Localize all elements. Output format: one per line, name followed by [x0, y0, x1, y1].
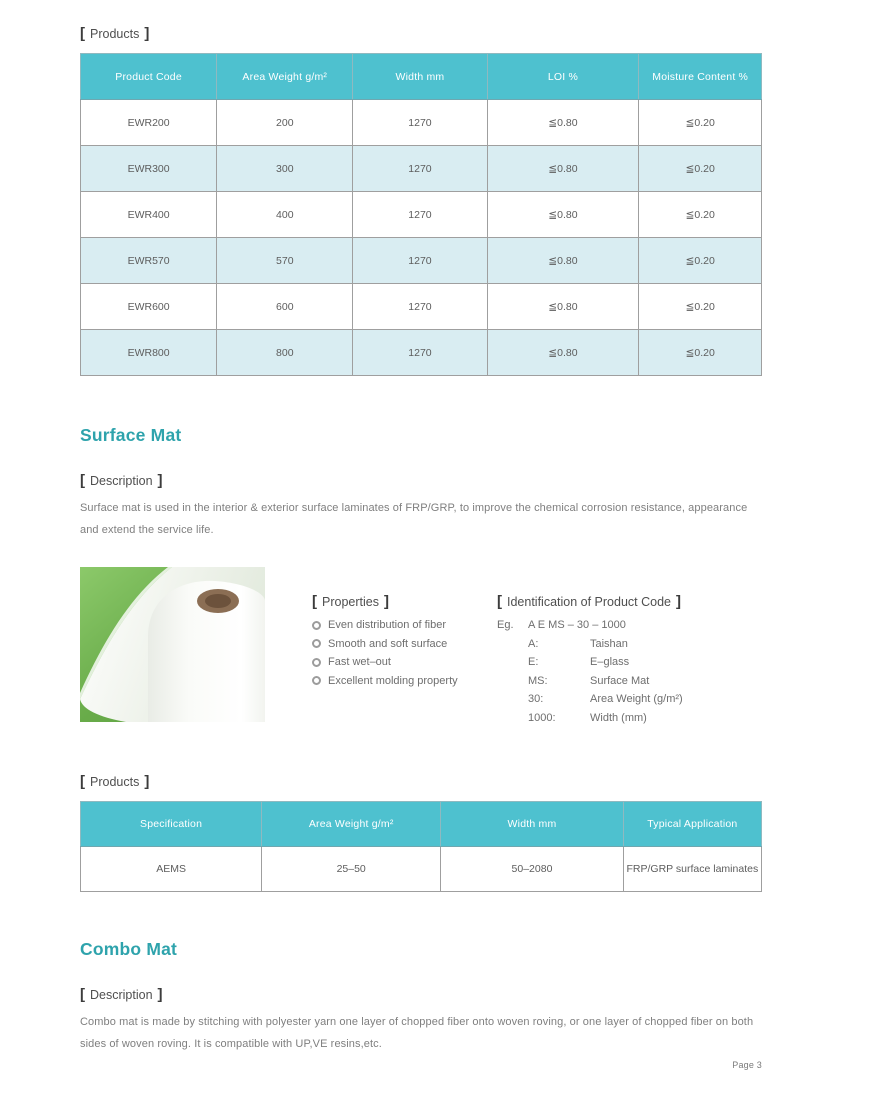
list-item [497, 635, 762, 654]
property-text: Smooth and soft surface [328, 637, 448, 650]
code-key: E: [528, 656, 539, 669]
section-label: Description [90, 473, 153, 488]
code-key: MS: [528, 674, 548, 687]
surface-mat-description: Surface mat is used in the interior & exterior surface laminates of FRP/GRP, to improve the chemical corrosion resistance, appearance and extend the service life. [80, 502, 748, 536]
cell-product-code: EWR300 [81, 146, 217, 192]
bracket-open: [ [80, 25, 85, 42]
surface-mat-detail-row [80, 567, 762, 727]
col-header-specification: Specification [81, 802, 262, 847]
combo-mat-description: Combo mat is made by stitching with polyester yarn one layer of chopped fiber onto woven roving, or one layer of chopped fiber on both sides of woven roving. It is compatible with UP,VE resins,etc. [80, 1016, 754, 1050]
cell-width: 1270 [353, 192, 487, 238]
col-header-width: Width mm [441, 802, 624, 847]
col-header-product-code: Product Code [81, 54, 217, 100]
cell-width: 1270 [353, 284, 487, 330]
list-item [497, 672, 762, 691]
cell-moisture: ≦0.20 [639, 146, 762, 192]
cell-area-weight: 200 [217, 100, 353, 146]
table-row [81, 284, 762, 330]
identification-column [497, 567, 762, 727]
code-key: 1000: [528, 711, 556, 724]
table-row [81, 238, 762, 284]
bracket-close: ] [676, 593, 681, 610]
cell-moisture: ≦0.20 [639, 330, 762, 376]
code-value: Taishan [590, 637, 628, 650]
bracket-open: [ [80, 986, 85, 1003]
cell-area-weight: 570 [217, 238, 353, 284]
cell-loi: ≦0.80 [487, 238, 639, 284]
cell-product-code: EWR200 [81, 100, 217, 146]
col-header-loi: LOI % [487, 54, 639, 100]
cell-width: 1270 [353, 238, 487, 284]
bracket-close: ] [157, 472, 163, 489]
table-header-row [81, 54, 762, 100]
surface-mat-roll-photo [80, 567, 265, 722]
section-label: Products [90, 774, 140, 789]
ring-bullet-icon [312, 676, 321, 685]
cell-width: 1270 [353, 100, 487, 146]
code-key: A: [528, 637, 539, 650]
col-header-area-weight: Area Weight g/m² [217, 54, 353, 100]
cell-loi: ≦0.80 [487, 330, 639, 376]
bracket-close: ] [157, 986, 163, 1003]
col-header-typical-application: Typical Application [623, 802, 761, 847]
example-prefix: Eg. [497, 619, 514, 632]
cell-moisture: ≦0.20 [639, 192, 762, 238]
page-number: Page 3 [732, 1060, 762, 1070]
cell-area-weight: 300 [217, 146, 353, 192]
woven-roving-products-table [80, 53, 762, 376]
bracket-open: [ [497, 593, 502, 610]
list-item [312, 653, 497, 672]
table-row [81, 100, 762, 146]
combo-mat-title: Combo Mat [80, 939, 178, 959]
list-item [497, 690, 762, 709]
cell-loi: ≦0.80 [487, 192, 639, 238]
table-header-row [81, 802, 762, 847]
example-code: A E MS – 30 – 1000 [528, 619, 626, 632]
cell-specification: AEMS [81, 847, 262, 892]
cell-loi: ≦0.80 [487, 284, 639, 330]
ring-bullet-icon [312, 639, 321, 648]
roll-core-hole [205, 594, 231, 608]
code-value: E–glass [590, 656, 630, 669]
cell-width: 1270 [353, 330, 487, 376]
section-heading-description-combo [80, 987, 762, 1002]
col-header-width: Width mm [353, 54, 487, 100]
cell-width: 50–2080 [441, 847, 624, 892]
list-item [497, 709, 762, 728]
cell-moisture: ≦0.20 [639, 238, 762, 284]
cell-moisture: ≦0.20 [639, 100, 762, 146]
ring-bullet-icon [312, 621, 321, 630]
bracket-open: [ [312, 593, 317, 610]
table-row [81, 847, 762, 892]
list-item [312, 635, 497, 654]
cell-product-code: EWR570 [81, 238, 217, 284]
section-heading-properties [312, 594, 497, 609]
section-heading-description-surface [80, 473, 762, 488]
section-label: Identification of Product Code [507, 594, 671, 609]
section-heading-products-top [80, 26, 762, 41]
list-item [312, 616, 497, 635]
ring-bullet-icon [312, 658, 321, 667]
code-value: Area Weight (g/m²) [590, 693, 683, 706]
cell-loi: ≦0.80 [487, 146, 639, 192]
cell-width: 1270 [353, 146, 487, 192]
table-row [81, 192, 762, 238]
col-header-area-weight: Area Weight g/m² [262, 802, 441, 847]
cell-typical-application: FRP/GRP surface laminates [623, 847, 761, 892]
bracket-close: ] [383, 593, 389, 610]
cell-product-code: EWR600 [81, 284, 217, 330]
section-label: Properties [322, 594, 379, 609]
surface-mat-products-table [80, 801, 762, 892]
list-item [497, 653, 762, 672]
table-row [81, 146, 762, 192]
list-item [312, 672, 497, 691]
code-value: Surface Mat [590, 674, 650, 687]
identification-example [497, 616, 762, 635]
bracket-close: ] [144, 773, 150, 790]
cell-area-weight: 800 [217, 330, 353, 376]
code-key: 30: [528, 693, 544, 706]
section-heading-identification [497, 594, 762, 609]
cell-area-weight: 400 [217, 192, 353, 238]
bracket-open: [ [80, 773, 85, 790]
section-label: Products [90, 26, 140, 41]
section-label: Description [90, 987, 153, 1002]
cell-product-code: EWR400 [81, 192, 217, 238]
bracket-open: [ [80, 472, 85, 489]
table-row [81, 330, 762, 376]
bracket-close: ] [144, 25, 150, 42]
cell-moisture: ≦0.20 [639, 284, 762, 330]
code-value: Width (mm) [590, 711, 647, 724]
surface-mat-title: Surface Mat [80, 425, 182, 445]
section-heading-products-surface [80, 774, 762, 789]
cell-loi: ≦0.80 [487, 100, 639, 146]
col-header-moisture: Moisture Content % [639, 54, 762, 100]
property-text: Excellent molding property [328, 674, 458, 687]
property-text: Even distribution of fiber [328, 619, 447, 632]
identification-list [497, 616, 762, 727]
cell-area-weight: 600 [217, 284, 353, 330]
property-text: Fast wet–out [328, 656, 391, 669]
properties-list [312, 616, 497, 690]
cell-area-weight: 25–50 [262, 847, 441, 892]
cell-product-code: EWR800 [81, 330, 217, 376]
properties-column [312, 567, 497, 690]
